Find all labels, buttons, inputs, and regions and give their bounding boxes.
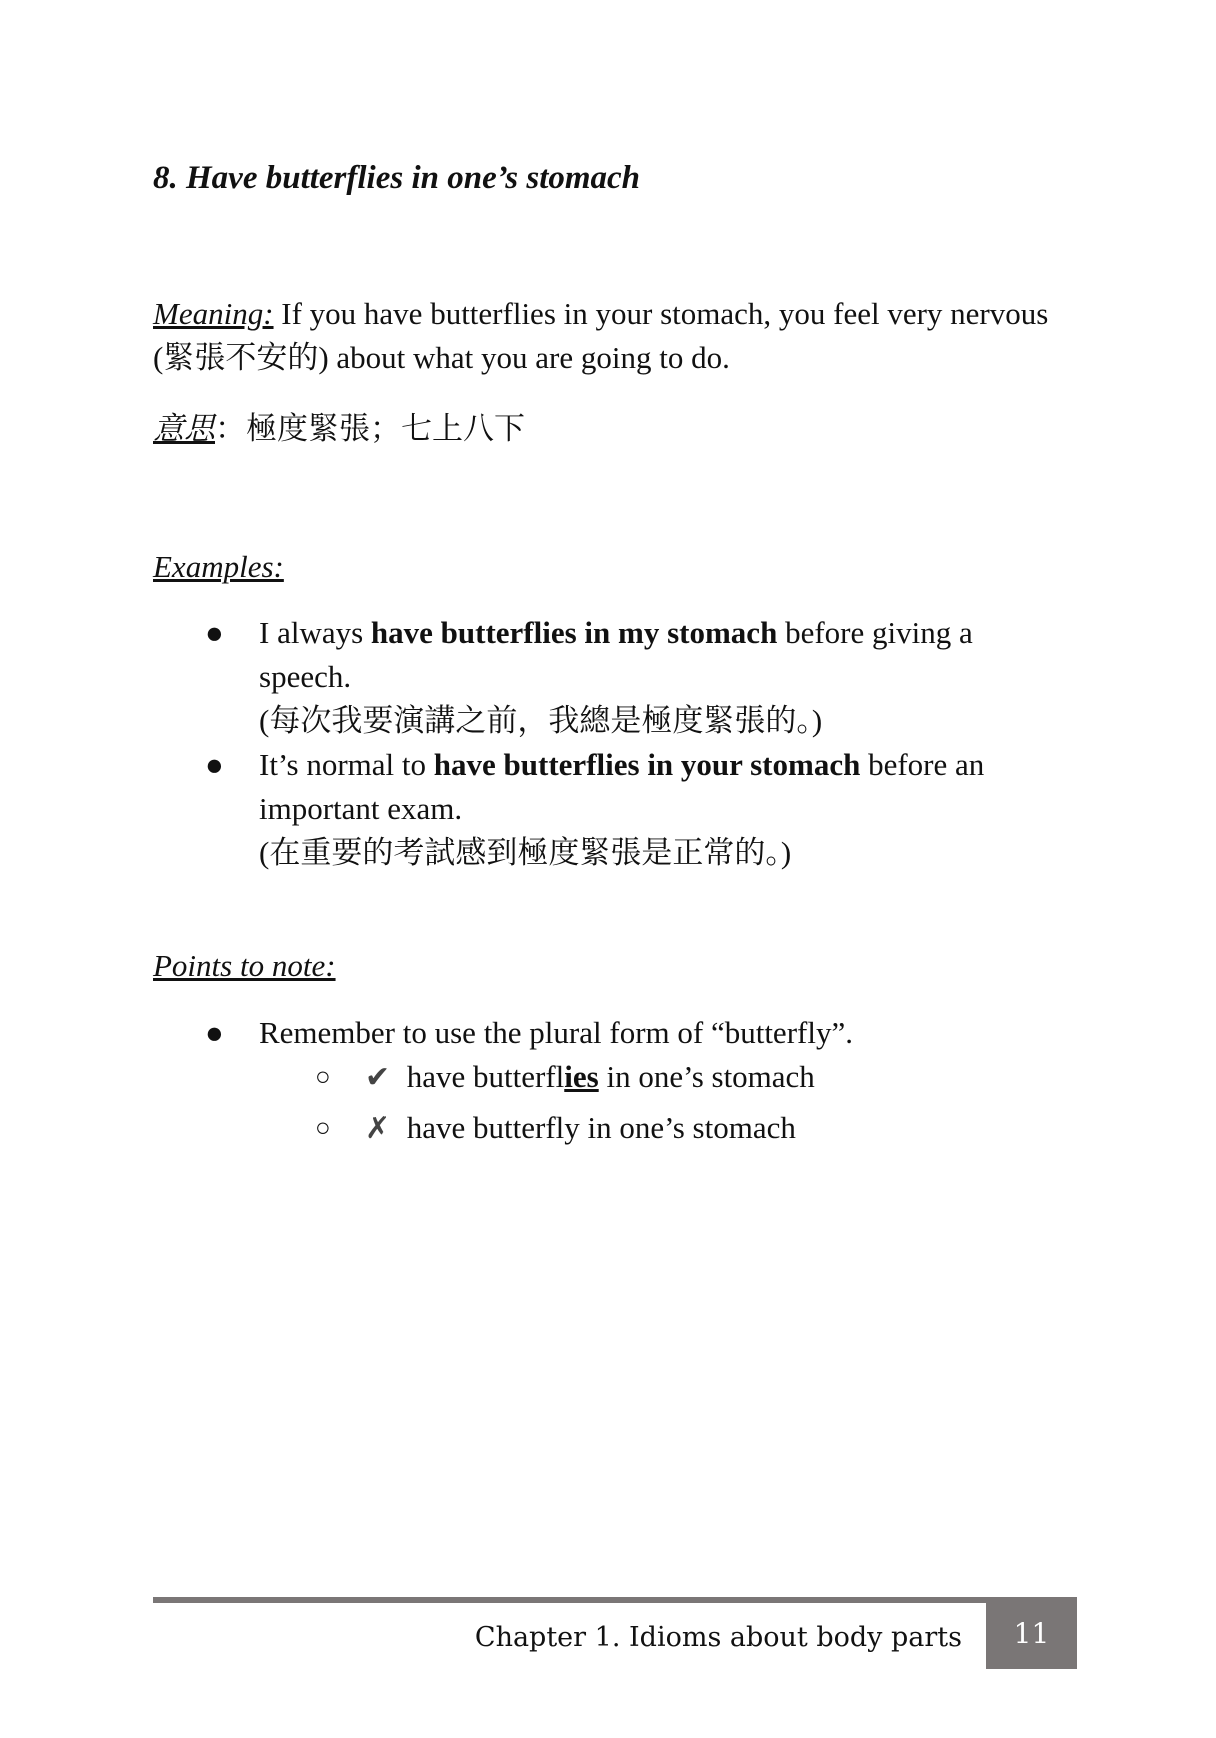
cross-icon: ✗ bbox=[365, 1111, 391, 1146]
circle-bullet-icon: ○ bbox=[315, 1062, 331, 1091]
examples-label: Examples: bbox=[153, 549, 284, 584]
footer-rule bbox=[153, 1597, 1077, 1603]
example-idiom: have butterflies in my stomach bbox=[370, 615, 778, 650]
meaning-zh: 緊張不安的 bbox=[163, 340, 319, 375]
page-number-box bbox=[986, 1597, 1077, 1669]
meaning-text-after: ) about what you are going to do. bbox=[318, 340, 730, 375]
list-item bbox=[153, 1011, 1053, 1150]
note-sublist bbox=[259, 1055, 1053, 1150]
note-text: Remember to use the plural form of “butterfly”. bbox=[259, 1015, 853, 1050]
page-number: 11 bbox=[1013, 1616, 1050, 1650]
page-title: 8. Have butterflies in one’s stomach bbox=[153, 160, 641, 196]
wrong-text: have butterfly in one’s stomach bbox=[399, 1110, 796, 1145]
sublist-item-correct bbox=[259, 1055, 1053, 1099]
correct-underlined: ies bbox=[564, 1059, 599, 1094]
example-translation: (每次我要演講之前，我總是極度緊張的。) bbox=[259, 703, 823, 738]
list-item bbox=[153, 743, 1053, 875]
sublist-item-wrong bbox=[259, 1106, 1053, 1150]
example-before: It’s normal to bbox=[259, 747, 434, 782]
example-before: I always bbox=[259, 615, 371, 650]
meaning-paragraph bbox=[153, 292, 1053, 380]
example-after: before giving a speech. bbox=[259, 615, 973, 694]
bullet-icon: ● bbox=[205, 747, 224, 782]
notes-list bbox=[153, 1011, 1053, 1157]
zh-meaning-paragraph bbox=[153, 407, 1053, 451]
bullet-icon: ● bbox=[205, 1015, 224, 1050]
example-translation: (在重要的考試感到極度緊張是正常的。) bbox=[259, 835, 792, 870]
notes-label: Points to note: bbox=[153, 948, 336, 983]
bullet-icon: ● bbox=[205, 615, 224, 650]
meaning-text-before: If you have butterflies in your stomach, you feel very nervous ( bbox=[153, 296, 1049, 375]
zh-meaning-label: 意思 bbox=[153, 411, 215, 446]
correct-after: in one’s stomach bbox=[598, 1059, 815, 1094]
circle-bullet-icon: ○ bbox=[315, 1113, 331, 1142]
zh-meaning-text: 極度緊張；七上八下 bbox=[246, 411, 525, 446]
example-after: before an important exam. bbox=[259, 747, 985, 826]
meaning-label: Meaning: bbox=[153, 296, 274, 331]
list-item bbox=[153, 611, 1053, 743]
footer-chapter: Chapter 1. Idioms about body parts bbox=[474, 1622, 962, 1653]
examples-list bbox=[153, 611, 1053, 875]
correct-before: have butterfl bbox=[399, 1059, 565, 1094]
zh-meaning-separator: ： bbox=[215, 411, 246, 446]
check-icon: ✔ bbox=[365, 1060, 391, 1095]
example-idiom: have butterflies in your stomach bbox=[433, 747, 861, 782]
